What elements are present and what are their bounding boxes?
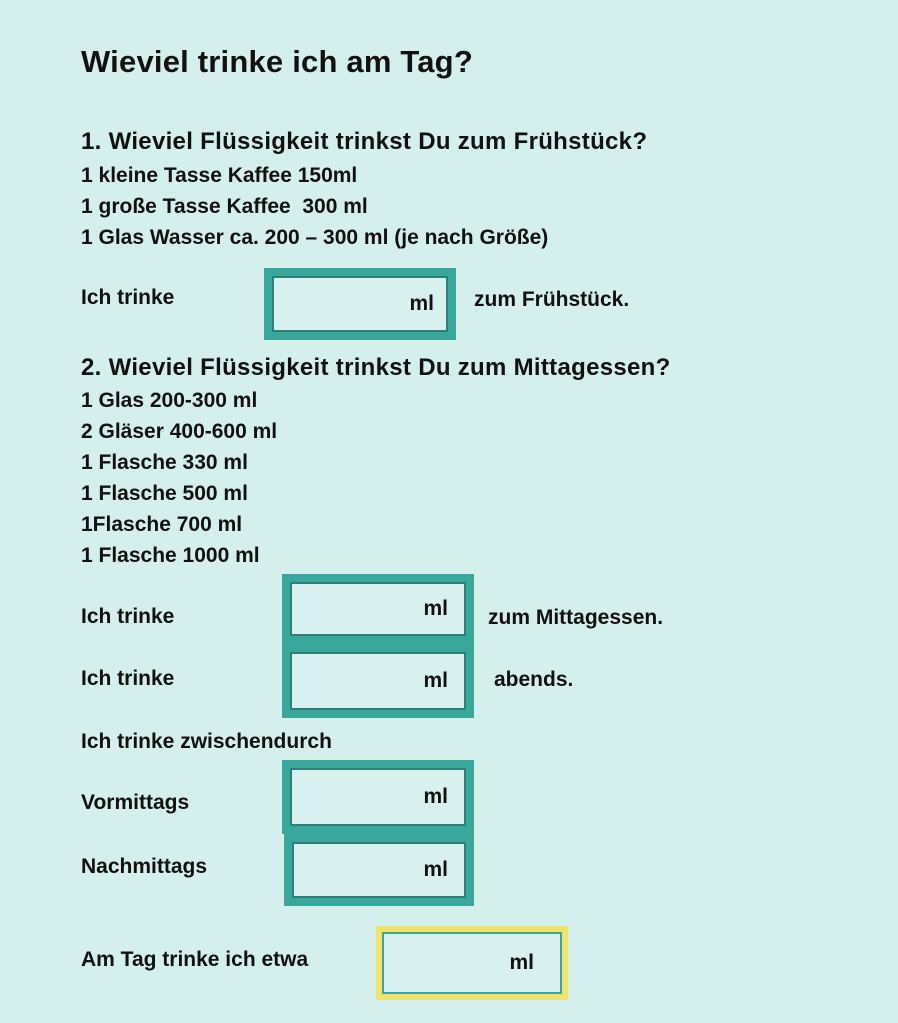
list-item: 2 Gläser 400-600 ml (81, 420, 278, 443)
evening-unit-label: ml (423, 669, 448, 692)
total-ml-field[interactable] (376, 926, 568, 1000)
section1-list (81, 160, 548, 253)
breakfast-suffix-label: zum Frühstück. (474, 288, 630, 311)
list-item: 1 Flasche 500 ml (81, 482, 248, 505)
breakfast-prefix-label: Ich trinke (81, 286, 175, 309)
afternoon-prefix-label: Nachmittags (81, 855, 208, 878)
afternoon-unit-label: ml (423, 858, 448, 881)
list-item: 1 kleine Tasse Kaffee 150ml (81, 164, 358, 187)
evening-prefix-label: Ich trinke (81, 667, 175, 690)
morning-ml-field[interactable] (282, 760, 474, 834)
evening-suffix-label: abends. (494, 668, 574, 691)
list-item: 1 Flasche 330 ml (81, 451, 248, 474)
breakfast-ml-field[interactable] (264, 268, 456, 340)
total-prefix-label: Am Tag trinke ich etwa (81, 948, 309, 971)
morning-prefix-label: Vormittags (81, 791, 190, 814)
list-item: 1 Flasche 1000 ml (81, 544, 260, 567)
list-item: 1 Glas 200-300 ml (81, 389, 258, 412)
evening-ml-field[interactable] (282, 644, 474, 718)
list-item: 1Flasche 700 ml (81, 513, 243, 536)
afternoon-ml-field[interactable] (284, 834, 474, 906)
morning-unit-label: ml (423, 785, 448, 808)
morning-ml-input[interactable] (298, 772, 399, 824)
between-heading: Ich trinke zwischendurch (81, 730, 332, 753)
afternoon-ml-input[interactable] (300, 846, 400, 896)
total-unit-label: ml (509, 951, 534, 974)
evening-ml-input[interactable] (298, 656, 399, 708)
breakfast-unit-label: ml (409, 292, 434, 315)
lunch-ml-input[interactable] (298, 586, 399, 634)
list-item: 1 große Tasse Kaffee 300 ml (81, 195, 368, 218)
breakfast-ml-input[interactable] (280, 280, 381, 330)
lunch-ml-field[interactable] (282, 574, 474, 644)
section2-heading: 2. Wieviel Flüssigkeit trinkst Du zum Mittagessen? (81, 354, 671, 381)
lunch-unit-label: ml (423, 597, 448, 620)
page-title: Wieviel trinke ich am Tag? (81, 44, 473, 79)
total-ml-input[interactable] (390, 936, 493, 992)
section1-heading: 1. Wieviel Flüssigkeit trinkst Du zum Frühstück? (81, 128, 648, 155)
list-item: 1 Glas Wasser ca. 200 – 300 ml (je nach Größe) (81, 226, 549, 249)
section2-list (81, 385, 277, 571)
lunch-suffix-label: zum Mittagessen. (488, 606, 664, 629)
lunch-prefix-label: Ich trinke (81, 605, 175, 628)
